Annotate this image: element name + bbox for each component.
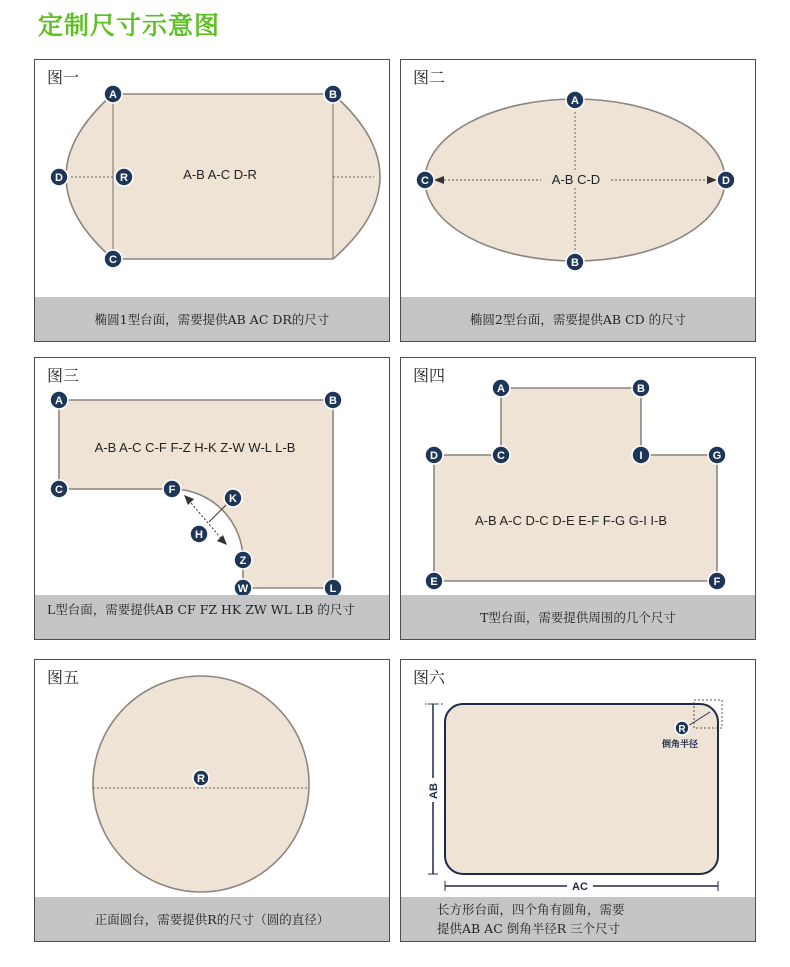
marker-f [708, 572, 726, 590]
panel-label: 图六 [413, 668, 446, 687]
circle-diagram [35, 660, 389, 898]
svg-text:D: D [722, 175, 730, 187]
marker-z [234, 551, 252, 569]
svg-text:F: F [168, 484, 176, 496]
svg-text:A: A [109, 89, 117, 101]
svg-text:R: R [197, 773, 205, 785]
panel-l-shape [34, 357, 390, 640]
svg-text:E: E [430, 576, 438, 588]
marker-a [50, 391, 68, 409]
marker-w [234, 579, 252, 596]
marker-c [50, 480, 68, 498]
svg-text:B: B [571, 257, 579, 269]
marker-g [708, 446, 726, 464]
svg-text:R: R [678, 724, 686, 735]
marker-c [416, 171, 434, 189]
panel-oval-1 [34, 59, 390, 342]
svg-text:A: A [571, 95, 579, 107]
rounded-rectangle-diagram [401, 660, 755, 898]
oval-1-diagram [35, 60, 389, 298]
page-title: 定制尺寸示意图 [38, 11, 221, 40]
marker-r [115, 168, 133, 186]
svg-text:A: A [497, 383, 505, 395]
marker-r [675, 721, 689, 735]
svg-text:A: A [55, 395, 63, 407]
t-shape-dimension-text: A-B A-C D-C D-E E-F F-G G-I I-B [474, 513, 668, 528]
l-shape-diagram [35, 358, 389, 596]
l-shape-dimension-text: A-B A-C C-F F-Z H-K Z-W W-L L-B [94, 440, 296, 455]
svg-text:G: G [712, 450, 722, 462]
svg-text:F: F [713, 576, 721, 588]
svg-text:C: C [109, 254, 117, 266]
l-shape-outline [59, 400, 333, 588]
panel-label: 图四 [413, 366, 446, 385]
panel-caption: 正面圆台，需要提供R的尺寸（圆的直径） [35, 897, 389, 941]
panel-circle [34, 659, 390, 942]
marker-b [566, 253, 584, 271]
svg-text:D: D [55, 172, 63, 184]
oval-2-dimension-text: A-B C-D [551, 172, 601, 187]
svg-text:R: R [120, 172, 128, 184]
oval-2-diagram [401, 60, 755, 298]
panel-caption: L型台面，需要提供AB CF FZ HK ZW WL LB 的尺寸 [35, 595, 389, 639]
marker-h [190, 525, 208, 543]
marker-k [224, 489, 242, 507]
marker-e [425, 572, 443, 590]
marker-d [425, 446, 443, 464]
svg-text:I: I [639, 450, 643, 462]
marker-i [632, 446, 650, 464]
marker-b [632, 379, 650, 397]
svg-text:B: B [329, 395, 337, 407]
panel-label: 图二 [413, 68, 446, 87]
svg-text:D: D [430, 450, 438, 462]
panel-t-shape [400, 357, 756, 640]
corner-radius-label: 倒角半径 [661, 740, 699, 750]
ab-dimension-label: AB [428, 783, 440, 799]
ac-dimension-label: AC [572, 881, 588, 893]
marker-l [324, 579, 342, 596]
t-shape-outline [434, 388, 717, 581]
panel-oval-2 [400, 59, 756, 342]
panel-rounded-rectangle [400, 659, 756, 942]
oval-1-dimension-text: A-B A-C D-R [183, 167, 257, 182]
marker-d [50, 168, 68, 186]
svg-text:Z: Z [239, 555, 247, 567]
svg-text:H: H [195, 529, 203, 541]
svg-text:W: W [237, 583, 249, 595]
marker-r [193, 770, 209, 786]
panel-label: 图五 [47, 668, 80, 687]
panel-label: 图三 [47, 366, 80, 385]
panel-caption: T型台面，需要提供周围的几个尺寸 [401, 595, 755, 639]
marker-c [492, 446, 510, 464]
marker-d [717, 171, 735, 189]
svg-text:L: L [329, 583, 337, 595]
svg-text:C: C [421, 175, 429, 187]
marker-a [492, 379, 510, 397]
svg-text:B: B [329, 89, 337, 101]
panel-caption: 椭圆1型台面，需要提供AB AC DR的尺寸 [35, 297, 389, 341]
panel-caption: 长方形台面，四个角有圆角，需要 提供AB AC 倒角半径R 三个尺寸 [401, 897, 755, 941]
panel-caption: 椭圆2型台面，需要提供AB CD 的尺寸 [401, 297, 755, 341]
marker-a [104, 85, 122, 103]
svg-text:C: C [55, 484, 63, 496]
marker-b [324, 391, 342, 409]
marker-a [566, 91, 584, 109]
marker-c [104, 250, 122, 268]
svg-text:C: C [497, 450, 505, 462]
svg-text:B: B [637, 383, 645, 395]
svg-text:K: K [229, 493, 237, 505]
marker-f [163, 480, 181, 498]
t-shape-diagram [401, 358, 755, 596]
panel-label: 图一 [47, 68, 80, 87]
marker-b [324, 85, 342, 103]
